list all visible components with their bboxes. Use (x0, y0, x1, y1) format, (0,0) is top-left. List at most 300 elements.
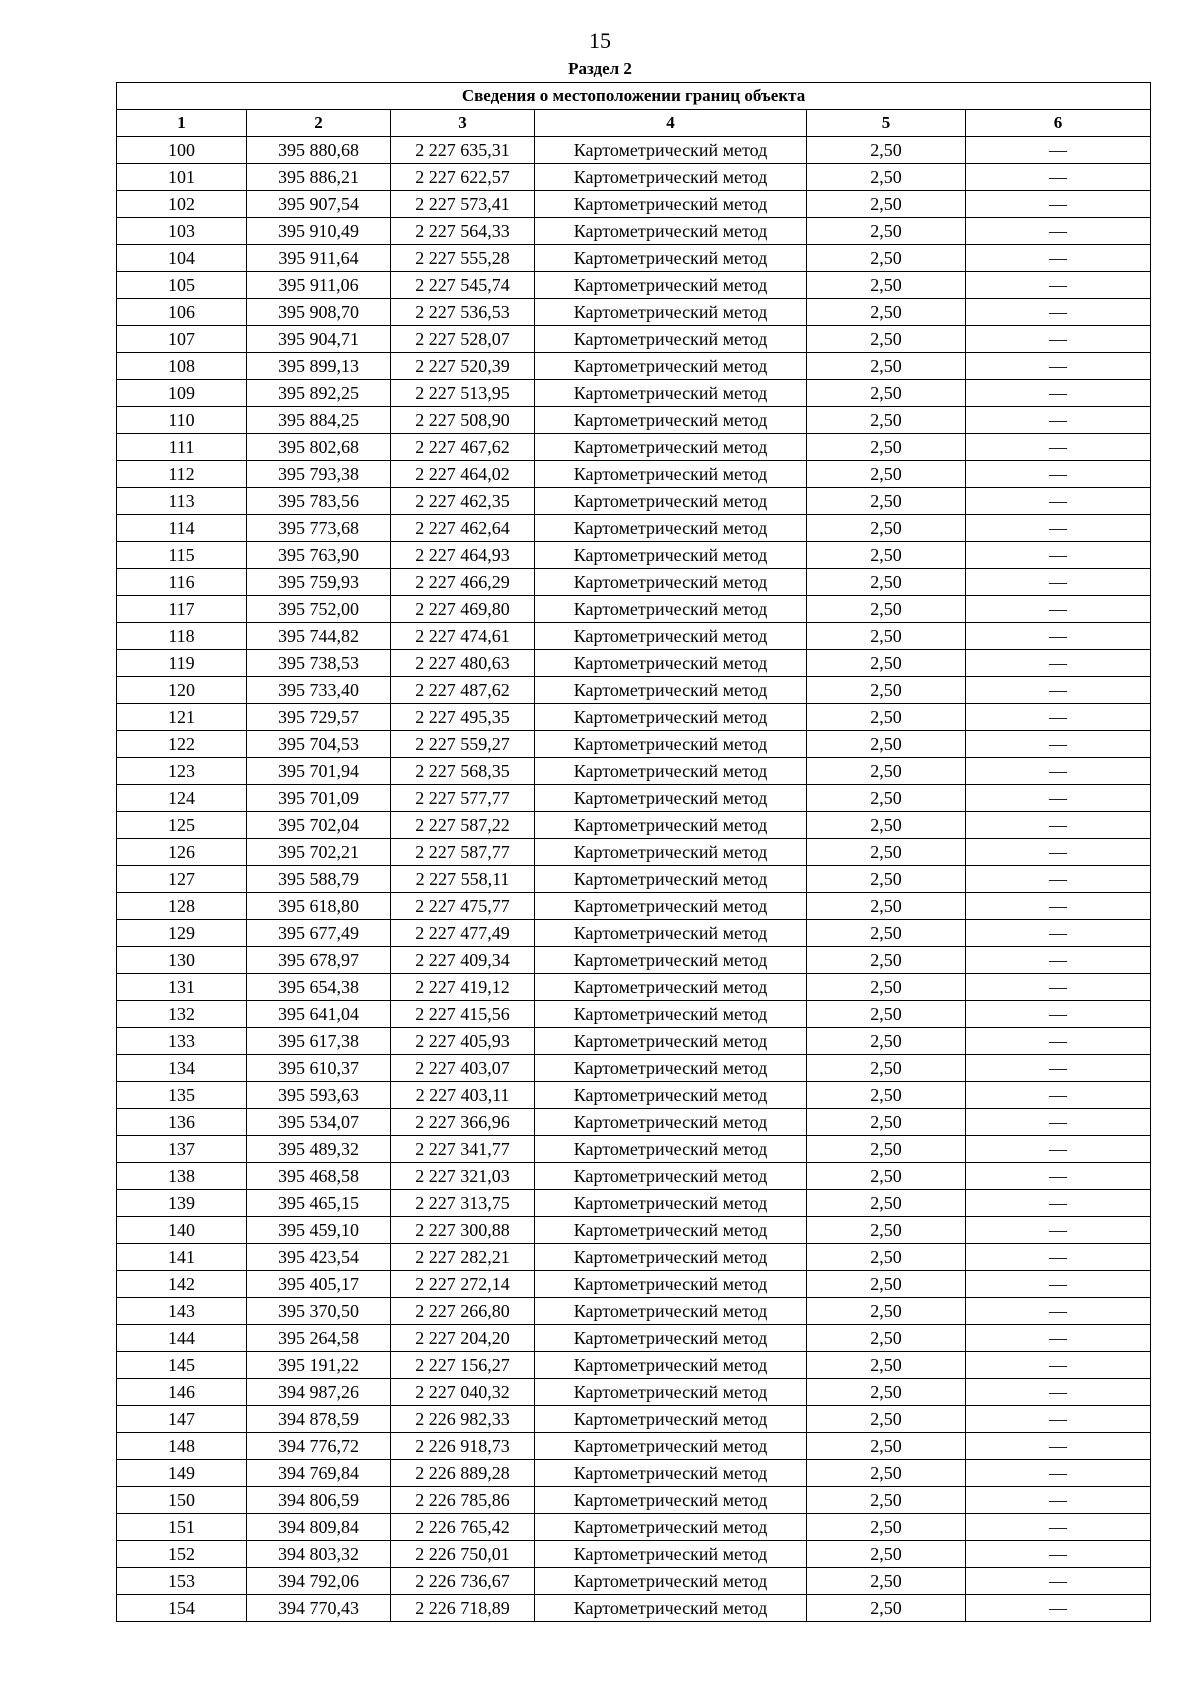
table-row (117, 650, 1151, 677)
point-number-cell: 121 (117, 704, 247, 731)
x-coordinate-cell: 395 423,54 (247, 1244, 391, 1271)
point-number-cell: 102 (117, 191, 247, 218)
table-row (117, 758, 1151, 785)
method-cell: Картометрический метод (535, 1217, 807, 1244)
x-coordinate-cell: 395 641,04 (247, 1001, 391, 1028)
method-cell: Картометрический метод (535, 380, 807, 407)
table-row (117, 461, 1151, 488)
y-coordinate-cell: 2 227 282,21 (391, 1244, 535, 1271)
y-coordinate-cell: 2 227 568,35 (391, 758, 535, 785)
accuracy-cell: 2,50 (807, 299, 966, 326)
x-coordinate-cell: 395 489,32 (247, 1136, 391, 1163)
method-cell: Картометрический метод (535, 1298, 807, 1325)
method-cell: Картометрический метод (535, 758, 807, 785)
table-row (117, 596, 1151, 623)
method-cell: Картометрический метод (535, 1595, 807, 1622)
accuracy-cell: 2,50 (807, 218, 966, 245)
table-row (117, 1082, 1151, 1109)
table-row (117, 1109, 1151, 1136)
accuracy-cell: 2,50 (807, 515, 966, 542)
accuracy-cell: 2,50 (807, 920, 966, 947)
point-number-cell: 143 (117, 1298, 247, 1325)
accuracy-cell: 2,50 (807, 677, 966, 704)
accuracy-cell: 2,50 (807, 1595, 966, 1622)
x-coordinate-cell: 395 618,80 (247, 893, 391, 920)
method-cell: Картометрический метод (535, 1136, 807, 1163)
table-row (117, 947, 1151, 974)
x-coordinate-cell: 395 610,37 (247, 1055, 391, 1082)
point-number-cell: 101 (117, 164, 247, 191)
table-row (117, 1406, 1151, 1433)
x-coordinate-cell: 395 773,68 (247, 515, 391, 542)
method-cell: Картометрический метод (535, 1082, 807, 1109)
description-cell: — (966, 866, 1151, 893)
accuracy-cell: 2,50 (807, 1541, 966, 1568)
description-cell: — (966, 1082, 1151, 1109)
x-coordinate-cell: 395 733,40 (247, 677, 391, 704)
y-coordinate-cell: 2 227 520,39 (391, 353, 535, 380)
x-coordinate-cell: 395 892,25 (247, 380, 391, 407)
accuracy-cell: 2,50 (807, 1325, 966, 1352)
table-row (117, 1001, 1151, 1028)
accuracy-cell: 2,50 (807, 488, 966, 515)
x-coordinate-cell: 395 654,38 (247, 974, 391, 1001)
x-coordinate-cell: 395 908,70 (247, 299, 391, 326)
table-row (117, 704, 1151, 731)
table-row (117, 1379, 1151, 1406)
y-coordinate-cell: 2 227 272,14 (391, 1271, 535, 1298)
column-header: 1 (117, 110, 247, 137)
x-coordinate-cell: 395 702,04 (247, 812, 391, 839)
point-number-cell: 127 (117, 866, 247, 893)
x-coordinate-cell: 395 729,57 (247, 704, 391, 731)
method-cell: Картометрический метод (535, 677, 807, 704)
table-row (117, 1028, 1151, 1055)
table-row (117, 515, 1151, 542)
x-coordinate-cell: 395 752,00 (247, 596, 391, 623)
y-coordinate-cell: 2 227 635,31 (391, 137, 535, 164)
boundary-coordinates-table (116, 82, 1151, 1622)
method-cell: Картометрический метод (535, 1190, 807, 1217)
method-cell: Картометрический метод (535, 1055, 807, 1082)
description-cell: — (966, 542, 1151, 569)
x-coordinate-cell: 394 809,84 (247, 1514, 391, 1541)
method-cell: Картометрический метод (535, 704, 807, 731)
accuracy-cell: 2,50 (807, 1514, 966, 1541)
point-number-cell: 105 (117, 272, 247, 299)
y-coordinate-cell: 2 227 419,12 (391, 974, 535, 1001)
method-cell: Картометрический метод (535, 1001, 807, 1028)
y-coordinate-cell: 2 227 564,33 (391, 218, 535, 245)
y-coordinate-cell: 2 227 204,20 (391, 1325, 535, 1352)
accuracy-cell: 2,50 (807, 812, 966, 839)
accuracy-cell: 2,50 (807, 1460, 966, 1487)
x-coordinate-cell: 394 776,72 (247, 1433, 391, 1460)
accuracy-cell: 2,50 (807, 623, 966, 650)
method-cell: Картометрический метод (535, 839, 807, 866)
point-number-cell: 146 (117, 1379, 247, 1406)
x-coordinate-cell: 395 802,68 (247, 434, 391, 461)
column-header: 5 (807, 110, 966, 137)
description-cell: — (966, 1325, 1151, 1352)
table-row (117, 1352, 1151, 1379)
x-coordinate-cell: 395 911,64 (247, 245, 391, 272)
accuracy-cell: 2,50 (807, 974, 966, 1001)
x-coordinate-cell: 395 405,17 (247, 1271, 391, 1298)
column-header: 3 (391, 110, 535, 137)
point-number-cell: 150 (117, 1487, 247, 1514)
method-cell: Картометрический метод (535, 1379, 807, 1406)
method-cell: Картометрический метод (535, 1406, 807, 1433)
table-row (117, 1271, 1151, 1298)
description-cell: — (966, 326, 1151, 353)
table-row (117, 137, 1151, 164)
y-coordinate-cell: 2 227 475,77 (391, 893, 535, 920)
description-cell: — (966, 1595, 1151, 1622)
y-coordinate-cell: 2 227 466,29 (391, 569, 535, 596)
x-coordinate-cell: 395 459,10 (247, 1217, 391, 1244)
accuracy-cell: 2,50 (807, 596, 966, 623)
method-cell: Картометрический метод (535, 191, 807, 218)
method-cell: Картометрический метод (535, 1541, 807, 1568)
y-coordinate-cell: 2 227 513,95 (391, 380, 535, 407)
point-number-cell: 138 (117, 1163, 247, 1190)
point-number-cell: 107 (117, 326, 247, 353)
accuracy-cell: 2,50 (807, 569, 966, 596)
table-row (117, 1487, 1151, 1514)
description-cell: — (966, 353, 1151, 380)
x-coordinate-cell: 395 886,21 (247, 164, 391, 191)
description-cell: — (966, 218, 1151, 245)
accuracy-cell: 2,50 (807, 245, 966, 272)
y-coordinate-cell: 2 227 622,57 (391, 164, 535, 191)
table-row (117, 1325, 1151, 1352)
point-number-cell: 147 (117, 1406, 247, 1433)
description-cell: — (966, 893, 1151, 920)
y-coordinate-cell: 2 226 889,28 (391, 1460, 535, 1487)
table-row (117, 812, 1151, 839)
table-row (117, 191, 1151, 218)
method-cell: Картометрический метод (535, 893, 807, 920)
accuracy-cell: 2,50 (807, 1568, 966, 1595)
table-row (117, 677, 1151, 704)
accuracy-cell: 2,50 (807, 542, 966, 569)
point-number-cell: 140 (117, 1217, 247, 1244)
y-coordinate-cell: 2 227 573,41 (391, 191, 535, 218)
accuracy-cell: 2,50 (807, 1055, 966, 1082)
point-number-cell: 100 (117, 137, 247, 164)
table-row (117, 893, 1151, 920)
method-cell: Картометрический метод (535, 407, 807, 434)
section-title: Раздел 2 (568, 59, 632, 78)
y-coordinate-cell: 2 227 464,93 (391, 542, 535, 569)
method-cell: Картометрический метод (535, 1325, 807, 1352)
y-coordinate-cell: 2 226 982,33 (391, 1406, 535, 1433)
table-row (117, 974, 1151, 1001)
x-coordinate-cell: 395 738,53 (247, 650, 391, 677)
x-coordinate-cell: 395 191,22 (247, 1352, 391, 1379)
description-cell: — (966, 677, 1151, 704)
accuracy-cell: 2,50 (807, 731, 966, 758)
description-cell: — (966, 839, 1151, 866)
x-coordinate-cell: 394 806,59 (247, 1487, 391, 1514)
y-coordinate-cell: 2 227 477,49 (391, 920, 535, 947)
table-caption-row (117, 83, 1151, 110)
y-coordinate-cell: 2 227 577,77 (391, 785, 535, 812)
column-header: 6 (966, 110, 1151, 137)
x-coordinate-cell: 395 701,94 (247, 758, 391, 785)
description-cell: — (966, 434, 1151, 461)
x-coordinate-cell: 395 704,53 (247, 731, 391, 758)
x-coordinate-cell: 395 763,90 (247, 542, 391, 569)
y-coordinate-cell: 2 227 405,93 (391, 1028, 535, 1055)
y-coordinate-cell: 2 227 480,63 (391, 650, 535, 677)
accuracy-cell: 2,50 (807, 1190, 966, 1217)
y-coordinate-cell: 2 226 785,86 (391, 1487, 535, 1514)
method-cell: Картометрический метод (535, 650, 807, 677)
method-cell: Картометрический метод (535, 1028, 807, 1055)
y-coordinate-cell: 2 227 528,07 (391, 326, 535, 353)
accuracy-cell: 2,50 (807, 1136, 966, 1163)
method-cell: Картометрический метод (535, 596, 807, 623)
point-number-cell: 139 (117, 1190, 247, 1217)
method-cell: Картометрический метод (535, 353, 807, 380)
description-cell: — (966, 1109, 1151, 1136)
table-row (117, 839, 1151, 866)
table-row (117, 353, 1151, 380)
point-number-cell: 123 (117, 758, 247, 785)
x-coordinate-cell: 394 878,59 (247, 1406, 391, 1433)
point-number-cell: 131 (117, 974, 247, 1001)
x-coordinate-cell: 394 803,32 (247, 1541, 391, 1568)
description-cell: — (966, 1163, 1151, 1190)
method-cell: Картометрический метод (535, 866, 807, 893)
method-cell: Картометрический метод (535, 299, 807, 326)
table-row (117, 1514, 1151, 1541)
table-row (117, 1244, 1151, 1271)
accuracy-cell: 2,50 (807, 1001, 966, 1028)
description-cell: — (966, 1460, 1151, 1487)
description-cell: — (966, 245, 1151, 272)
x-coordinate-cell: 395 678,97 (247, 947, 391, 974)
description-cell: — (966, 1136, 1151, 1163)
point-number-cell: 119 (117, 650, 247, 677)
description-cell: — (966, 1487, 1151, 1514)
point-number-cell: 110 (117, 407, 247, 434)
table-row (117, 920, 1151, 947)
method-cell: Картометрический метод (535, 1487, 807, 1514)
point-number-cell: 117 (117, 596, 247, 623)
table-row (117, 731, 1151, 758)
method-cell: Картометрический метод (535, 542, 807, 569)
description-cell: — (966, 164, 1151, 191)
y-coordinate-cell: 2 227 300,88 (391, 1217, 535, 1244)
x-coordinate-cell: 395 911,06 (247, 272, 391, 299)
method-cell: Картометрический метод (535, 515, 807, 542)
accuracy-cell: 2,50 (807, 272, 966, 299)
method-cell: Картометрический метод (535, 1460, 807, 1487)
y-coordinate-cell: 2 227 415,56 (391, 1001, 535, 1028)
y-coordinate-cell: 2 227 555,28 (391, 245, 535, 272)
x-coordinate-cell: 395 702,21 (247, 839, 391, 866)
accuracy-cell: 2,50 (807, 1433, 966, 1460)
method-cell: Картометрический метод (535, 1433, 807, 1460)
description-cell: — (966, 758, 1151, 785)
table-row (117, 569, 1151, 596)
point-number-cell: 149 (117, 1460, 247, 1487)
point-number-cell: 141 (117, 1244, 247, 1271)
description-cell: — (966, 1271, 1151, 1298)
table-row (117, 1595, 1151, 1622)
description-cell: — (966, 1514, 1151, 1541)
point-number-cell: 115 (117, 542, 247, 569)
y-coordinate-cell: 2 227 313,75 (391, 1190, 535, 1217)
method-cell: Картометрический метод (535, 623, 807, 650)
table-row (117, 434, 1151, 461)
method-cell: Картометрический метод (535, 1568, 807, 1595)
description-cell: — (966, 1541, 1151, 1568)
accuracy-cell: 2,50 (807, 1082, 966, 1109)
description-cell: — (966, 1298, 1151, 1325)
description-cell: — (966, 947, 1151, 974)
method-cell: Картометрический метод (535, 1514, 807, 1541)
x-coordinate-cell: 395 793,38 (247, 461, 391, 488)
table-row (117, 1568, 1151, 1595)
x-coordinate-cell: 395 701,09 (247, 785, 391, 812)
method-cell: Картометрический метод (535, 137, 807, 164)
x-coordinate-cell: 395 910,49 (247, 218, 391, 245)
table-caption: Сведения о местоположении границ объекта (117, 83, 1151, 110)
y-coordinate-cell: 2 226 718,89 (391, 1595, 535, 1622)
x-coordinate-cell: 395 264,58 (247, 1325, 391, 1352)
description-cell: — (966, 191, 1151, 218)
x-coordinate-cell: 395 907,54 (247, 191, 391, 218)
y-coordinate-cell: 2 226 765,42 (391, 1514, 535, 1541)
y-coordinate-cell: 2 227 474,61 (391, 623, 535, 650)
accuracy-cell: 2,50 (807, 380, 966, 407)
table-header-row (117, 110, 1151, 137)
point-number-cell: 133 (117, 1028, 247, 1055)
point-number-cell: 125 (117, 812, 247, 839)
description-cell: — (966, 920, 1151, 947)
y-coordinate-cell: 2 227 321,03 (391, 1163, 535, 1190)
method-cell: Картометрический метод (535, 1244, 807, 1271)
table-row (117, 542, 1151, 569)
method-cell: Картометрический метод (535, 1163, 807, 1190)
y-coordinate-cell: 2 227 403,07 (391, 1055, 535, 1082)
y-coordinate-cell: 2 227 508,90 (391, 407, 535, 434)
point-number-cell: 112 (117, 461, 247, 488)
description-cell: — (966, 272, 1151, 299)
description-cell: — (966, 1433, 1151, 1460)
method-cell: Картометрический метод (535, 974, 807, 1001)
x-coordinate-cell: 395 884,25 (247, 407, 391, 434)
y-coordinate-cell: 2 227 495,35 (391, 704, 535, 731)
y-coordinate-cell: 2 226 750,01 (391, 1541, 535, 1568)
accuracy-cell: 2,50 (807, 1298, 966, 1325)
y-coordinate-cell: 2 227 587,22 (391, 812, 535, 839)
description-cell: — (966, 569, 1151, 596)
y-coordinate-cell: 2 227 464,02 (391, 461, 535, 488)
point-number-cell: 151 (117, 1514, 247, 1541)
description-cell: — (966, 515, 1151, 542)
accuracy-cell: 2,50 (807, 1244, 966, 1271)
accuracy-cell: 2,50 (807, 1271, 966, 1298)
description-cell: — (966, 596, 1151, 623)
description-cell: — (966, 650, 1151, 677)
accuracy-cell: 2,50 (807, 326, 966, 353)
method-cell: Картометрический метод (535, 245, 807, 272)
table-row (117, 299, 1151, 326)
y-coordinate-cell: 2 227 467,62 (391, 434, 535, 461)
table-body (117, 137, 1151, 1622)
point-number-cell: 144 (117, 1325, 247, 1352)
x-coordinate-cell: 395 744,82 (247, 623, 391, 650)
accuracy-cell: 2,50 (807, 704, 966, 731)
description-cell: — (966, 407, 1151, 434)
method-cell: Картометрический метод (535, 461, 807, 488)
method-cell: Картометрический метод (535, 488, 807, 515)
table-row (117, 164, 1151, 191)
method-cell: Картометрический метод (535, 947, 807, 974)
accuracy-cell: 2,50 (807, 1379, 966, 1406)
x-coordinate-cell: 394 792,06 (247, 1568, 391, 1595)
method-cell: Картометрический метод (535, 569, 807, 596)
accuracy-cell: 2,50 (807, 758, 966, 785)
accuracy-cell: 2,50 (807, 1487, 966, 1514)
x-coordinate-cell: 395 677,49 (247, 920, 391, 947)
x-coordinate-cell: 395 588,79 (247, 866, 391, 893)
y-coordinate-cell: 2 227 040,32 (391, 1379, 535, 1406)
description-cell: — (966, 1406, 1151, 1433)
accuracy-cell: 2,50 (807, 1406, 966, 1433)
description-cell: — (966, 1190, 1151, 1217)
method-cell: Картометрический метод (535, 272, 807, 299)
description-cell: — (966, 1055, 1151, 1082)
x-coordinate-cell: 395 899,13 (247, 353, 391, 380)
method-cell: Картометрический метод (535, 1352, 807, 1379)
x-coordinate-cell: 395 617,38 (247, 1028, 391, 1055)
table-row (117, 488, 1151, 515)
description-cell: — (966, 1001, 1151, 1028)
point-number-cell: 118 (117, 623, 247, 650)
x-coordinate-cell: 395 783,56 (247, 488, 391, 515)
method-cell: Картометрический метод (535, 218, 807, 245)
accuracy-cell: 2,50 (807, 434, 966, 461)
y-coordinate-cell: 2 227 469,80 (391, 596, 535, 623)
point-number-cell: 120 (117, 677, 247, 704)
accuracy-cell: 2,50 (807, 785, 966, 812)
point-number-cell: 137 (117, 1136, 247, 1163)
table-row (117, 380, 1151, 407)
method-cell: Картометрический метод (535, 326, 807, 353)
x-coordinate-cell: 395 465,15 (247, 1190, 391, 1217)
y-coordinate-cell: 2 227 156,27 (391, 1352, 535, 1379)
table-row (117, 623, 1151, 650)
method-cell: Картометрический метод (535, 731, 807, 758)
x-coordinate-cell: 395 904,71 (247, 326, 391, 353)
table-row (117, 1055, 1151, 1082)
table-row (117, 218, 1151, 245)
x-coordinate-cell: 394 770,43 (247, 1595, 391, 1622)
table-row (117, 1541, 1151, 1568)
description-cell: — (966, 1217, 1151, 1244)
x-coordinate-cell: 395 880,68 (247, 137, 391, 164)
table-row (117, 1163, 1151, 1190)
point-number-cell: 109 (117, 380, 247, 407)
y-coordinate-cell: 2 227 409,34 (391, 947, 535, 974)
description-cell: — (966, 623, 1151, 650)
